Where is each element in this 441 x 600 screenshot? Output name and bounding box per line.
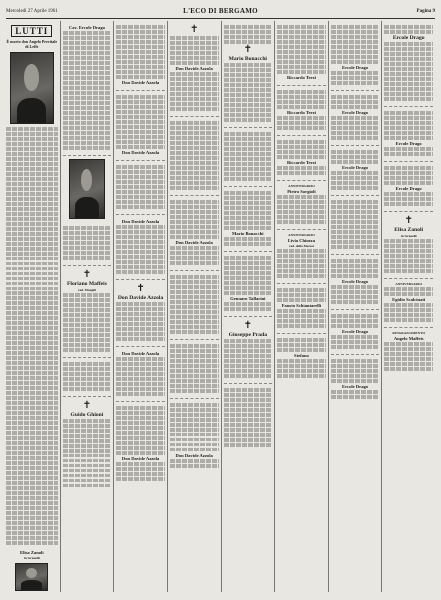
cross-icon: ✝ bbox=[136, 282, 145, 294]
obituary-columns bbox=[6, 21, 435, 592]
column-5 bbox=[221, 21, 275, 592]
anniversary-egidio-scalcinati: ANNIVERSARIO Egidio Scalcinati bbox=[384, 279, 433, 328]
cross-icon: ✝ bbox=[404, 215, 413, 227]
column-3 bbox=[113, 21, 167, 592]
obituary-mario-bonacchi: ✝ Mario Bonacchi bbox=[224, 21, 273, 128]
column-7 bbox=[328, 21, 382, 592]
column-6 bbox=[274, 21, 328, 592]
obituary-ercole-drago: Ercole Drago bbox=[384, 21, 433, 107]
obituary-elisa-zanoli: ✝ Elisa Zanoli in Granelli bbox=[384, 212, 433, 279]
portrait-photo bbox=[69, 159, 105, 219]
obituary-ercole-drago: Ercole Drago bbox=[331, 355, 380, 404]
header-rule bbox=[6, 18, 435, 19]
page-header bbox=[6, 7, 435, 17]
obituary-don-davide-azzola: Don Davide Azzola bbox=[170, 196, 219, 271]
obituary-ercole-drago: Ercole Drago bbox=[331, 310, 380, 355]
cross-icon: ✝ bbox=[82, 268, 92, 280]
portrait-photo bbox=[15, 563, 48, 591]
obituary-notice bbox=[170, 117, 219, 196]
obituary-ercole-drago: Ercole Drago bbox=[331, 21, 380, 91]
obituary-notice bbox=[63, 222, 112, 266]
cross-icon: ✝ bbox=[82, 399, 92, 411]
obituary-notice bbox=[224, 384, 273, 452]
cross-icon: ✝ bbox=[243, 44, 252, 56]
lutti-subtitle: È morto don Angelo Previtale di Leffe bbox=[6, 39, 58, 49]
anniversary-livia-chiozza: ANNIVERSARIO Livia Chiozza ved. della Morosi bbox=[277, 230, 326, 284]
obituary-ercole-drago: Ercole Drago bbox=[384, 107, 433, 162]
obituary-ercole-drago: Ercole Drago bbox=[384, 162, 433, 212]
obituary-guido-ghioni: ✝ Guido Ghioni bbox=[63, 397, 112, 493]
obituary-fausto-schiantarelli: Fausto Schiantarelli bbox=[277, 284, 326, 334]
obituary-ercole-drago: Ercole Drago bbox=[331, 146, 380, 196]
obituary-don-davide-azzola: Don Davide Azzola bbox=[170, 399, 219, 473]
obituary-riccardo-terzi: Riccardo Terzi bbox=[277, 136, 326, 181]
obituary-giuseppe-prada: ✝ Giuseppe Prada bbox=[224, 317, 273, 384]
page-number: Pagina 9 bbox=[416, 9, 435, 14]
column-1 bbox=[6, 21, 60, 592]
obituary-don-davide-azzola: Don Davide Azzola bbox=[116, 91, 165, 161]
column-8 bbox=[381, 21, 435, 592]
obituary-notice bbox=[170, 340, 219, 399]
obituary-notice: Don Davide Azzola bbox=[116, 21, 165, 91]
cross-icon: ✝ bbox=[243, 319, 252, 331]
obituary-notice bbox=[116, 161, 165, 215]
obituary-ercole-drago: Ercole Drago bbox=[331, 91, 380, 146]
obituary-ercole-drago: Ercole Drago bbox=[331, 255, 380, 310]
obituary-notice bbox=[63, 358, 112, 397]
anniversary-pietro-sorgioli: ANNIVERSARIO Pietro Sorgioli bbox=[277, 181, 326, 230]
lutti-heading: LUTTI bbox=[11, 25, 52, 37]
article-text bbox=[6, 127, 58, 545]
obituary-riccardo-terzi: Riccardo Terzi bbox=[277, 86, 326, 136]
portrait-photo bbox=[10, 52, 54, 124]
thanks-angelo-maffeis: RINGRAZIAMENTO Angelo Maffeis bbox=[384, 328, 433, 376]
column-2 bbox=[60, 21, 114, 592]
obituary-notice bbox=[224, 128, 273, 187]
obituary-don-davide-azzola: ✝ Don Davide Azzola bbox=[116, 280, 165, 347]
obituary-notice bbox=[170, 271, 219, 340]
obituary-don-davide-azzola: ✝ Don Davide Azzola bbox=[170, 21, 219, 117]
obituary-don-davide-azzola: Don Davide Azzola bbox=[116, 215, 165, 280]
obituary-cav-ercole-drago: Cav. Ercole Drago bbox=[63, 21, 112, 156]
obituary-floriano-maffeis: ✝ Floriano Maffeis ved. Mangili bbox=[63, 266, 112, 358]
obituary-gennaro-tallarini: Gennaro Tallarini bbox=[224, 252, 273, 317]
obituary-mario-bonacchi: Mario Bonacchi bbox=[224, 187, 273, 252]
obituary-don-davide-azzola: Don Davide Azzola bbox=[116, 402, 165, 486]
cross-icon: ✝ bbox=[189, 24, 199, 35]
newspaper-masthead: L'ECO DI BERGAMO bbox=[183, 7, 258, 15]
obituary-don-davide-azzola: Don Davide Azzola bbox=[116, 347, 165, 402]
obituary-riccardo-terzi: Riccardo Terzi bbox=[277, 21, 326, 86]
obituary-notice bbox=[331, 196, 380, 255]
obituary-stefano: Stefano bbox=[277, 334, 326, 383]
header-date: Mercoledì 27 Aprile 1961 bbox=[6, 9, 58, 14]
obituary-elisa-zanoli: Elisa Zanoli in Granelli bbox=[6, 546, 58, 592]
column-4 bbox=[167, 21, 221, 592]
